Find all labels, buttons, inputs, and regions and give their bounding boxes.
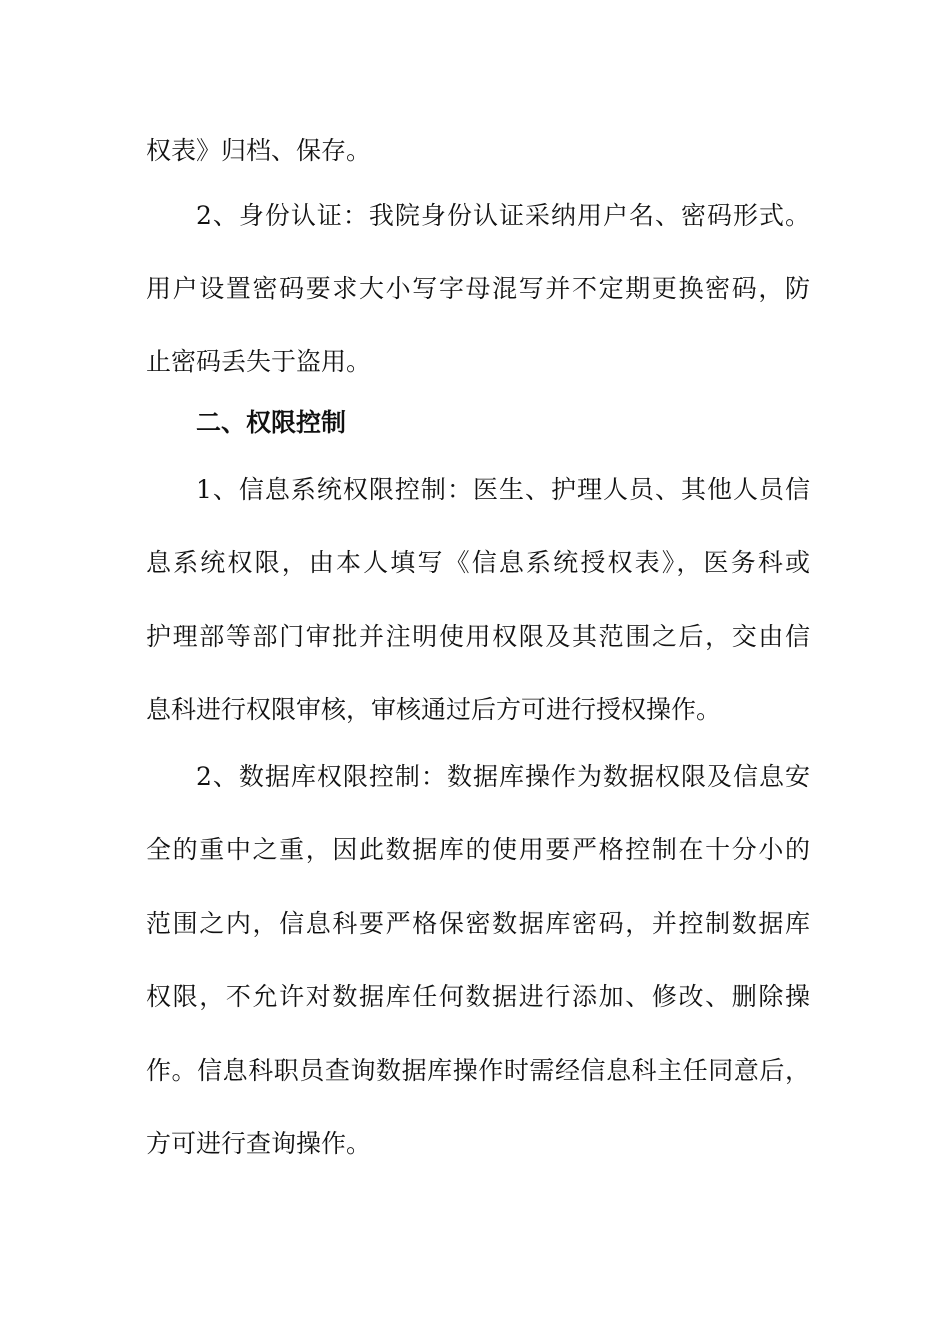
paragraph-line: 息科进行权限审核，审核通过后方可进行授权操作。 [146,695,722,724]
paragraph-line: 用户设置密码要求大小写字母混写并不定期更换密码，防 [146,274,810,303]
paragraph-line: 权表》归档、保存。 [146,136,372,165]
paragraph-line: 权限，不允许对数据库任何数据进行添加、修改、删除操 [146,982,810,1011]
section-heading: 二、权限控制 [196,408,347,437]
paragraph-line: 2、数据库权限控制：数据库操作为数据权限及信息安 [196,762,810,791]
paragraph-line: 全的重中之重，因此数据库的使用要严格控制在十分小的 [146,835,810,864]
paragraph-line: 方可进行查询操作。 [146,1129,372,1158]
paragraph-line: 作。信息科职员查询数据库操作时需经信息科主任同意后， [146,1056,810,1085]
paragraph-line: 护理部等部门审批并注明使用权限及其范围之后，交由信 [146,622,810,651]
paragraph-line: 2、身份认证：我院身份认证采纳用户名、密码形式。 [196,201,810,230]
paragraph-line: 息系统权限，由本人填写《信息系统授权表》，医务科或 [146,548,810,577]
paragraph-line: 范围之内，信息科要严格保密数据库密码，并控制数据库 [146,909,810,938]
paragraph-line: 1、信息系统权限控制：医生、护理人员、其他人员信 [196,475,810,504]
paragraph-line: 止密码丢失于盗用。 [146,347,372,376]
